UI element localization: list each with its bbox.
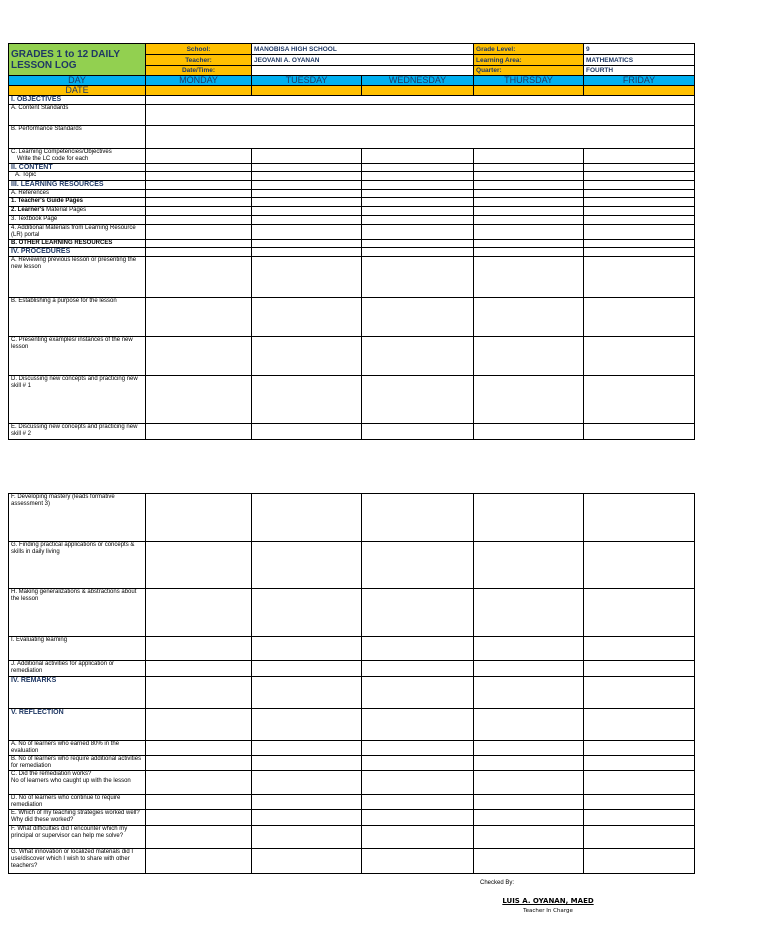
day-tuesday: TUESDAY bbox=[252, 76, 362, 86]
refl-f-wednesday[interactable] bbox=[362, 826, 474, 849]
proc-b-label: B. Establishing a purpose for the lesson bbox=[9, 298, 146, 337]
proc-a-monday[interactable] bbox=[146, 257, 252, 298]
proc-a-tuesday[interactable] bbox=[252, 257, 362, 298]
proc-i-friday[interactable] bbox=[584, 637, 695, 661]
day-wednesday: WEDNESDAY bbox=[362, 76, 474, 86]
refl-a-tuesday[interactable] bbox=[252, 741, 362, 756]
refl-c-line-2: No of learners who caught up with the lesson bbox=[11, 778, 131, 784]
remarks-heading: IV. REMARKS bbox=[9, 677, 146, 709]
proc-i-thursday[interactable] bbox=[474, 637, 584, 661]
proc-e-monday[interactable] bbox=[146, 424, 252, 440]
proc-d-wednesday[interactable] bbox=[362, 376, 474, 424]
refl-d-thursday[interactable] bbox=[474, 795, 584, 810]
learning-resources-heading: III. LEARNING RESOURCES bbox=[9, 181, 146, 190]
proc-f-monday[interactable] bbox=[146, 494, 252, 542]
proc-j-tuesday[interactable] bbox=[252, 661, 362, 677]
topic-wednesday[interactable] bbox=[362, 172, 474, 181]
quarter-label: Quarter: bbox=[474, 66, 584, 76]
dll-title: GRADES 1 to 12 DAILY LESSON LOG bbox=[9, 44, 146, 76]
grade-level-label: Grade Level: bbox=[474, 44, 584, 55]
competencies-line-1: C. Learning Competencies/Objectives bbox=[11, 149, 112, 155]
reflection-heading: V. REFLECTION bbox=[9, 709, 146, 741]
date-friday[interactable] bbox=[584, 86, 695, 96]
proc-e-label: E. Discussing new concepts and practicing new skill # 2 bbox=[9, 424, 146, 440]
proc-e-tuesday[interactable] bbox=[252, 424, 362, 440]
proc-b-tuesday[interactable] bbox=[252, 298, 362, 337]
refl-c-monday[interactable] bbox=[146, 771, 252, 795]
topic-monday[interactable] bbox=[146, 172, 252, 181]
other-resources-label: B. OTHER LEARNING RESOURCES bbox=[9, 240, 146, 248]
proc-i-monday[interactable] bbox=[146, 637, 252, 661]
proc-d-tuesday[interactable] bbox=[252, 376, 362, 424]
proc-j-monday[interactable] bbox=[146, 661, 252, 677]
refl-a-wednesday[interactable] bbox=[362, 741, 474, 756]
day-label: DAY bbox=[9, 76, 146, 86]
learners-material-rest: Material Pages bbox=[44, 207, 87, 213]
proc-b-monday[interactable] bbox=[146, 298, 252, 337]
refl-d-wednesday[interactable] bbox=[362, 795, 474, 810]
proc-b-friday[interactable] bbox=[584, 298, 695, 337]
proc-d-monday[interactable] bbox=[146, 376, 252, 424]
refl-c-wednesday[interactable] bbox=[362, 771, 474, 795]
proc-d-thursday[interactable] bbox=[474, 376, 584, 424]
refl-b-friday[interactable] bbox=[584, 756, 695, 771]
teacher-value[interactable]: JEOVANI A. OYANAN bbox=[252, 55, 474, 66]
refl-b-tuesday[interactable] bbox=[252, 756, 362, 771]
remarks-monday[interactable] bbox=[146, 677, 252, 709]
competencies-friday[interactable] bbox=[584, 149, 695, 164]
refl-f-monday[interactable] bbox=[146, 826, 252, 849]
textbook-label: 3. Textbook Page bbox=[9, 216, 146, 225]
refl-f-friday[interactable] bbox=[584, 826, 695, 849]
refl-a-label: A. No of learners who earned 80% in the evaluation bbox=[9, 741, 146, 756]
date-thursday[interactable] bbox=[474, 86, 584, 96]
performance-standards-cell[interactable] bbox=[146, 126, 695, 149]
refl-e-friday[interactable] bbox=[584, 810, 695, 826]
proc-f-friday[interactable] bbox=[584, 494, 695, 542]
topic-thursday[interactable] bbox=[474, 172, 584, 181]
proc-c-monday[interactable] bbox=[146, 337, 252, 376]
competencies-wednesday[interactable] bbox=[362, 149, 474, 164]
reflection-thursday[interactable] bbox=[474, 709, 584, 741]
date-label: DATE bbox=[9, 86, 146, 96]
refl-g-thursday[interactable] bbox=[474, 849, 584, 874]
refl-e-label: E. Which of my teaching strategies worked well?Why did these worked? bbox=[9, 810, 146, 826]
learners-material-label bbox=[9, 207, 146, 216]
proc-a-label: A. Reviewing previous lesson or presenting the new lesson bbox=[9, 257, 146, 298]
refl-a-monday[interactable] bbox=[146, 741, 252, 756]
teacher-label: Teacher: bbox=[146, 55, 252, 66]
learners-material-bold: 2. Learner's bbox=[11, 207, 45, 213]
reflection-wednesday[interactable] bbox=[362, 709, 474, 741]
day-monday: MONDAY bbox=[146, 76, 252, 86]
remarks-wednesday[interactable] bbox=[362, 677, 474, 709]
proc-h-label: H. Making generalizations & abstractions about the lesson bbox=[9, 589, 146, 637]
proc-j-thursday[interactable] bbox=[474, 661, 584, 677]
proc-h-thursday[interactable] bbox=[474, 589, 584, 637]
proc-i-tuesday[interactable] bbox=[252, 637, 362, 661]
datetime-value[interactable] bbox=[252, 66, 474, 76]
lesson-log-table-page-2 bbox=[8, 493, 695, 874]
proc-e-wednesday[interactable] bbox=[362, 424, 474, 440]
competencies-label bbox=[9, 149, 146, 164]
references-label: A. References bbox=[9, 190, 146, 198]
refl-e-monday[interactable] bbox=[146, 810, 252, 826]
refl-c-line-1: C. Did the remediation works? bbox=[11, 771, 92, 777]
proc-f-wednesday[interactable] bbox=[362, 494, 474, 542]
signatory-role: Teacher In Charge bbox=[523, 908, 573, 914]
refl-b-label: B. No of learners who require additional activities for remediation bbox=[9, 756, 146, 771]
lr-portal-label: 4. Additional Materials from Learning Resource (LR) portal bbox=[9, 225, 146, 240]
date-tuesday[interactable] bbox=[252, 86, 362, 96]
refl-d-tuesday[interactable] bbox=[252, 795, 362, 810]
proc-c-friday[interactable] bbox=[584, 337, 695, 376]
proc-f-label: F. Developing mastery (leads formative assessment 3) bbox=[9, 494, 146, 542]
proc-f-tuesday[interactable] bbox=[252, 494, 362, 542]
school-label: School: bbox=[146, 44, 252, 55]
reflection-friday[interactable] bbox=[584, 709, 695, 741]
proc-h-wednesday[interactable] bbox=[362, 589, 474, 637]
proc-e-friday[interactable] bbox=[584, 424, 695, 440]
lesson-log-table-page-1 bbox=[8, 43, 695, 440]
checked-by-label: Checked By: bbox=[480, 880, 515, 886]
topic-label: A. Topic bbox=[9, 172, 146, 181]
competencies-tuesday[interactable] bbox=[252, 149, 362, 164]
date-wednesday[interactable] bbox=[362, 86, 474, 96]
proc-d-label: D. Discussing new concepts and practicing new skill # 1 bbox=[9, 376, 146, 424]
proc-c-thursday[interactable] bbox=[474, 337, 584, 376]
refl-g-wednesday[interactable] bbox=[362, 849, 474, 874]
competencies-line-2: Write the LC code for each bbox=[17, 156, 89, 162]
date-monday[interactable] bbox=[146, 86, 252, 96]
refl-d-label: D. No of learners who continue to require remediation bbox=[9, 795, 146, 810]
signatory-name: LUIS A. OYANAN, MAED bbox=[502, 897, 594, 905]
remarks-tuesday[interactable] bbox=[252, 677, 362, 709]
proc-i-label: I. Evaluating learning bbox=[9, 637, 146, 661]
refl-b-wednesday[interactable] bbox=[362, 756, 474, 771]
day-friday: FRIDAY bbox=[584, 76, 695, 86]
topic-friday[interactable] bbox=[584, 172, 695, 181]
refl-e-thursday[interactable] bbox=[474, 810, 584, 826]
refl-c-tuesday[interactable] bbox=[252, 771, 362, 795]
proc-j-wednesday[interactable] bbox=[362, 661, 474, 677]
proc-g-friday[interactable] bbox=[584, 542, 695, 589]
reflection-tuesday[interactable] bbox=[252, 709, 362, 741]
proc-c-wednesday[interactable] bbox=[362, 337, 474, 376]
reflection-monday[interactable] bbox=[146, 709, 252, 741]
proc-h-monday[interactable] bbox=[146, 589, 252, 637]
refl-a-thursday[interactable] bbox=[474, 741, 584, 756]
day-thursday: THURSDAY bbox=[474, 76, 584, 86]
proc-g-label: G. Finding practical applications or concepts & skills in daily living bbox=[9, 542, 146, 589]
refl-f-thursday[interactable] bbox=[474, 826, 584, 849]
proc-d-friday[interactable] bbox=[584, 376, 695, 424]
refl-b-monday[interactable] bbox=[146, 756, 252, 771]
refl-g-friday[interactable] bbox=[584, 849, 695, 874]
objectives-cell[interactable] bbox=[146, 96, 695, 105]
proc-j-label: J. Additional activities for application or remediation bbox=[9, 661, 146, 677]
grade-level-value[interactable]: 9 bbox=[584, 44, 695, 55]
refl-e-wednesday[interactable] bbox=[362, 810, 474, 826]
datetime-label: Date/Time: bbox=[146, 66, 252, 76]
proc-h-tuesday[interactable] bbox=[252, 589, 362, 637]
performance-standards-label: B. Performance Standards bbox=[9, 126, 146, 149]
refl-a-friday[interactable] bbox=[584, 741, 695, 756]
proc-e-thursday[interactable] bbox=[474, 424, 584, 440]
refl-g-monday[interactable] bbox=[146, 849, 252, 874]
refl-f-label: F. What difficulties did I encounter which my principal or supervisor can help me solve? bbox=[9, 826, 146, 849]
teachers-guide-label: 1. Teacher's Guide Pages bbox=[9, 198, 146, 207]
proc-j-friday[interactable] bbox=[584, 661, 695, 677]
content-heading: II. CONTENT bbox=[9, 164, 146, 172]
competencies-monday[interactable] bbox=[146, 149, 252, 164]
proc-g-thursday[interactable] bbox=[474, 542, 584, 589]
proc-i-wednesday[interactable] bbox=[362, 637, 474, 661]
school-value[interactable]: MANOBISA HIGH SCHOOL bbox=[252, 44, 474, 55]
proc-c-tuesday[interactable] bbox=[252, 337, 362, 376]
proc-a-thursday[interactable] bbox=[474, 257, 584, 298]
proc-c-label: C. Presenting examples/ instances of the new lesson bbox=[9, 337, 146, 376]
remarks-thursday[interactable] bbox=[474, 677, 584, 709]
topic-tuesday[interactable] bbox=[252, 172, 362, 181]
proc-a-wednesday[interactable] bbox=[362, 257, 474, 298]
remarks-friday[interactable] bbox=[584, 677, 695, 709]
refl-c-thursday[interactable] bbox=[474, 771, 584, 795]
refl-c-friday[interactable] bbox=[584, 771, 695, 795]
quarter-value[interactable]: FOURTH bbox=[584, 66, 695, 76]
content-standards-cell[interactable] bbox=[146, 105, 695, 126]
proc-g-monday[interactable] bbox=[146, 542, 252, 589]
proc-f-thursday[interactable] bbox=[474, 494, 584, 542]
proc-b-thursday[interactable] bbox=[474, 298, 584, 337]
refl-b-thursday[interactable] bbox=[474, 756, 584, 771]
proc-g-tuesday[interactable] bbox=[252, 542, 362, 589]
proc-g-wednesday[interactable] bbox=[362, 542, 474, 589]
learning-area-value[interactable]: MATHEMATICS bbox=[584, 55, 695, 66]
proc-a-friday[interactable] bbox=[584, 257, 695, 298]
proc-b-wednesday[interactable] bbox=[362, 298, 474, 337]
refl-e-tuesday[interactable] bbox=[252, 810, 362, 826]
refl-g-label: G. What innovation or localized materials did I use/discover which I wish to share with other teachers? bbox=[9, 849, 146, 874]
competencies-thursday[interactable] bbox=[474, 149, 584, 164]
learning-area-label: Learning Area: bbox=[474, 55, 584, 66]
procedures-heading: IV. PROCEDURES bbox=[9, 248, 146, 257]
refl-g-tuesday[interactable] bbox=[252, 849, 362, 874]
content-standards-label: A. Content Standards bbox=[9, 105, 146, 126]
refl-d-monday[interactable] bbox=[146, 795, 252, 810]
objectives-heading: I. OBJECTIVES bbox=[9, 96, 146, 105]
refl-d-friday[interactable] bbox=[584, 795, 695, 810]
refl-c-label bbox=[9, 771, 146, 795]
proc-h-friday[interactable] bbox=[584, 589, 695, 637]
refl-f-tuesday[interactable] bbox=[252, 826, 362, 849]
